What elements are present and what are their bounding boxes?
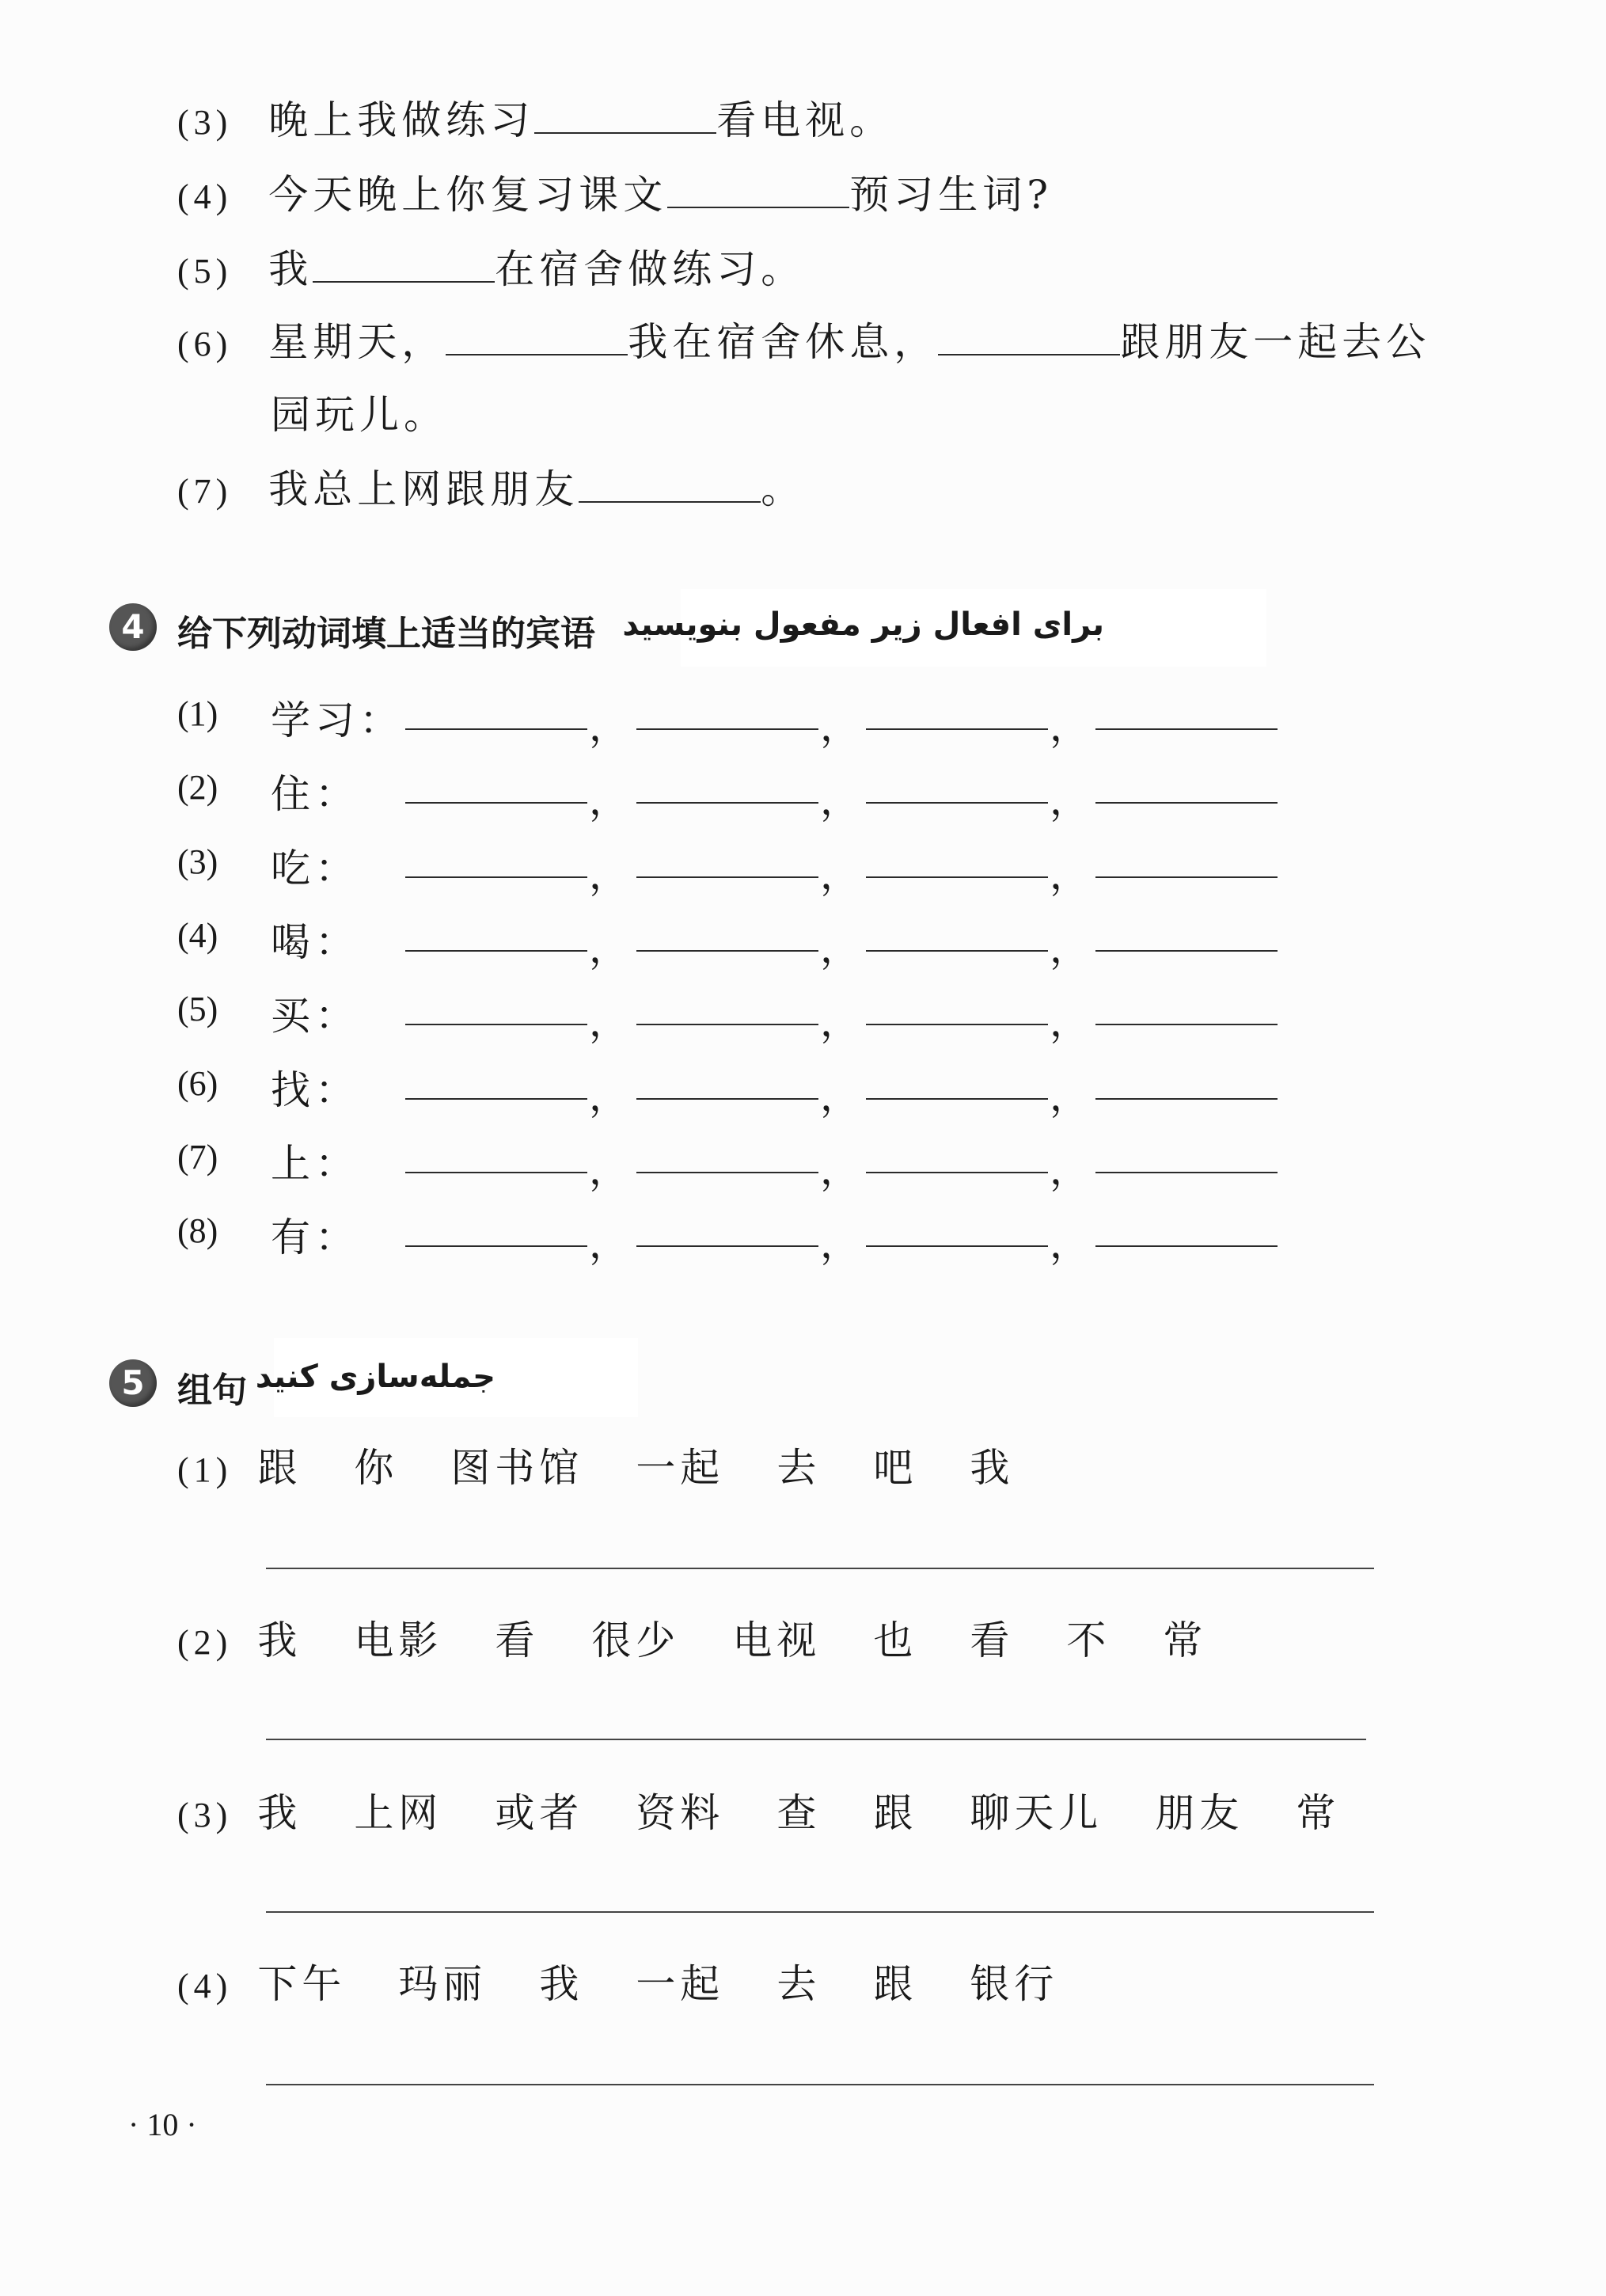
verb-label: 上： xyxy=(271,1141,359,1187)
item-text: 看电视。 xyxy=(716,97,894,143)
exercise-3-item-5 xyxy=(177,238,805,295)
answer-blank[interactable] xyxy=(636,1245,818,1247)
word-token: 聊天儿 xyxy=(970,1790,1103,1836)
verb-row xyxy=(177,984,1301,1045)
answer-blank[interactable] xyxy=(636,1172,818,1173)
word-token: 很少 xyxy=(591,1617,681,1663)
comma: ， xyxy=(589,852,633,898)
answer-blank[interactable] xyxy=(1095,728,1278,730)
answer-blank[interactable] xyxy=(636,876,818,878)
comma: ， xyxy=(820,1147,864,1193)
verb-label: 住： xyxy=(271,771,359,817)
word-token: 电视 xyxy=(732,1617,822,1663)
word-token: 看 xyxy=(495,1617,540,1663)
word-token: 跟 xyxy=(873,1961,918,2007)
answer-blank[interactable] xyxy=(405,802,587,804)
item-number: (3) xyxy=(177,1796,233,1834)
comma: ， xyxy=(1050,704,1094,750)
item-number: (1) xyxy=(177,1450,233,1489)
answer-blank[interactable] xyxy=(405,876,587,878)
word-token: 常 xyxy=(1163,1617,1208,1663)
item-text: 晚上我做练习 xyxy=(268,97,535,143)
comma: ， xyxy=(589,1147,633,1193)
section-5-title: 组句 xyxy=(177,1370,247,1411)
comma: ， xyxy=(820,852,864,898)
section-4-translation-box xyxy=(622,589,1266,667)
word-token: 资料 xyxy=(636,1790,725,1836)
item-number: (8) xyxy=(177,1211,218,1250)
answer-blank[interactable] xyxy=(534,96,716,134)
answer-blank[interactable] xyxy=(446,317,628,355)
item-number: (2) xyxy=(177,768,218,807)
comma: ， xyxy=(1050,1074,1094,1119)
item-text: 今天晚上你复习课文 xyxy=(268,172,668,218)
item-number: (6) xyxy=(177,1064,218,1103)
answer-blank[interactable] xyxy=(313,245,495,283)
item-number: (7) xyxy=(177,472,233,511)
answer-line[interactable] xyxy=(266,2084,1374,2085)
answer-blank[interactable] xyxy=(636,950,818,952)
item-number: (4) xyxy=(177,177,233,216)
section-5-translation-box xyxy=(255,1338,638,1417)
word-token: 跟 xyxy=(873,1790,918,1836)
verb-label: 买： xyxy=(271,993,359,1039)
word-token: 查 xyxy=(776,1790,822,1836)
comma: ， xyxy=(589,1221,633,1267)
word-token: 看 xyxy=(970,1617,1015,1663)
word-token: 朋友 xyxy=(1155,1790,1244,1836)
word-token: 去 xyxy=(776,1961,822,2007)
answer-line[interactable] xyxy=(266,1568,1374,1569)
verb-label: 喝： xyxy=(271,919,359,965)
word-token: 吧 xyxy=(873,1445,918,1491)
comma: ， xyxy=(820,777,864,823)
exercise-3-item-4 xyxy=(177,163,1053,220)
item-text: 跟朋友一起去公 xyxy=(1120,319,1431,365)
section-4-persian-instruction: برای افعال زیر مفعول بنویسید xyxy=(622,606,1104,643)
comma: ， xyxy=(1050,777,1094,823)
answer-blank[interactable] xyxy=(866,1245,1048,1247)
comma: ， xyxy=(1050,926,1094,971)
word-token: 跟 xyxy=(257,1445,302,1491)
verb-label: 学习： xyxy=(271,698,404,743)
answer-blank[interactable] xyxy=(1095,1245,1278,1247)
answer-blank[interactable] xyxy=(636,802,818,804)
verb-row xyxy=(177,762,1301,823)
item-number: (5) xyxy=(177,990,218,1028)
answer-blank[interactable] xyxy=(405,1024,587,1025)
item-number: (2) xyxy=(177,1623,233,1662)
word-token: 图书馆 xyxy=(450,1445,584,1491)
answer-blank[interactable] xyxy=(405,1172,587,1173)
word-token: 或者 xyxy=(495,1790,584,1836)
answer-blank[interactable] xyxy=(405,728,587,730)
section-5-badge: 5 xyxy=(109,1359,157,1407)
word-token: 去 xyxy=(776,1445,822,1491)
item-number: (1) xyxy=(177,694,218,733)
word-token: 我 xyxy=(970,1445,1015,1491)
verb-row xyxy=(177,837,1301,898)
comma: ， xyxy=(820,704,864,750)
answer-blank[interactable] xyxy=(1095,1024,1278,1025)
word-token: 你 xyxy=(354,1445,399,1491)
page-number: · 10 · xyxy=(128,2107,197,2142)
word-token: 电影 xyxy=(354,1617,443,1663)
item-number: (3) xyxy=(177,842,218,881)
answer-blank[interactable] xyxy=(636,1024,818,1025)
answer-blank[interactable] xyxy=(667,170,849,208)
section-5-persian-instruction: جمله‌سازی کنید xyxy=(255,1359,495,1395)
comma: ， xyxy=(1050,1221,1094,1267)
word-token: 我 xyxy=(539,1961,584,2007)
answer-blank[interactable] xyxy=(405,950,587,952)
item-text: 我 xyxy=(268,246,313,292)
answer-blank[interactable] xyxy=(1095,1172,1278,1173)
answer-blank[interactable] xyxy=(866,1172,1048,1173)
answer-blank[interactable] xyxy=(636,1098,818,1100)
exercise-3-item-3 xyxy=(177,89,894,146)
verb-row xyxy=(177,1132,1301,1193)
sentence-item xyxy=(177,1952,1111,2009)
comma: ， xyxy=(589,999,633,1045)
answer-blank[interactable] xyxy=(1095,802,1278,804)
word-token: 上网 xyxy=(354,1790,443,1836)
comma: ， xyxy=(1050,999,1094,1045)
comma: ， xyxy=(820,1221,864,1267)
sentence-item xyxy=(177,1436,1066,1493)
answer-blank[interactable] xyxy=(636,728,818,730)
item-text: 我总上网跟朋友 xyxy=(268,466,579,512)
answer-blank[interactable] xyxy=(866,728,1048,730)
item-number: (5) xyxy=(177,252,233,291)
word-token: 我 xyxy=(257,1790,302,1836)
answer-blank[interactable] xyxy=(866,1024,1048,1025)
comma: ， xyxy=(589,704,633,750)
word-token: 一起 xyxy=(636,1445,725,1491)
comma: ， xyxy=(820,1074,864,1119)
verb-row xyxy=(177,910,1301,971)
word-token: 也 xyxy=(873,1617,918,1663)
comma: ， xyxy=(589,926,633,971)
section-4-badge: 4 xyxy=(109,603,157,651)
word-token: 常 xyxy=(1296,1790,1341,1836)
verb-label: 找： xyxy=(271,1067,359,1113)
item-text: 我在宿舍休息， xyxy=(628,319,939,365)
item-number: (6) xyxy=(177,325,233,363)
answer-blank[interactable] xyxy=(866,1098,1048,1100)
comma: ， xyxy=(1050,852,1094,898)
word-token: 银行 xyxy=(970,1961,1059,2007)
answer-blank[interactable] xyxy=(1095,950,1278,952)
item-text: 在宿舍做练习。 xyxy=(495,246,806,292)
comma: ， xyxy=(820,999,864,1045)
sentence-item xyxy=(177,1609,1259,1666)
word-token: 玛丽 xyxy=(398,1961,488,2007)
comma: ， xyxy=(589,777,633,823)
verb-row xyxy=(177,689,1301,750)
answer-blank[interactable] xyxy=(866,950,1048,952)
item-number: (4) xyxy=(177,916,218,955)
item-text: 星期天， xyxy=(268,319,446,365)
item-number: (7) xyxy=(177,1138,218,1177)
word-token: 不 xyxy=(1066,1617,1111,1663)
comma: ， xyxy=(820,926,864,971)
answer-blank[interactable] xyxy=(579,465,761,503)
word-token: 一起 xyxy=(636,1961,725,2007)
word-token: 下午 xyxy=(257,1961,347,2007)
verb-row xyxy=(177,1059,1301,1119)
comma: ， xyxy=(589,1074,633,1119)
comma: ， xyxy=(1050,1147,1094,1193)
verb-row xyxy=(177,1206,1301,1267)
sentence-item xyxy=(177,1781,1392,1838)
item-number: (4) xyxy=(177,1967,233,2005)
answer-blank[interactable] xyxy=(405,1098,587,1100)
answer-blank[interactable] xyxy=(1095,1098,1278,1100)
verb-label: 吃： xyxy=(271,846,359,891)
answer-line[interactable] xyxy=(266,1739,1366,1740)
word-token: 我 xyxy=(257,1617,302,1663)
answer-blank[interactable] xyxy=(405,1245,587,1247)
exercise-3-item-6 xyxy=(177,310,1430,367)
item-number: (3) xyxy=(177,103,233,142)
verb-label: 有： xyxy=(271,1215,359,1260)
answer-blank[interactable] xyxy=(866,802,1048,804)
answer-line[interactable] xyxy=(266,1911,1374,1913)
answer-blank[interactable] xyxy=(938,317,1120,355)
exercise-3-item-6-continued: 园玩儿。 xyxy=(271,392,448,438)
item-text: 。 xyxy=(761,466,806,512)
section-4-title: 给下列动词填上适当的宾语 xyxy=(177,614,595,654)
exercise-3-item-7 xyxy=(177,458,805,515)
answer-blank[interactable] xyxy=(866,876,1048,878)
answer-blank[interactable] xyxy=(1095,876,1278,878)
item-text: 预习生词? xyxy=(849,172,1054,218)
